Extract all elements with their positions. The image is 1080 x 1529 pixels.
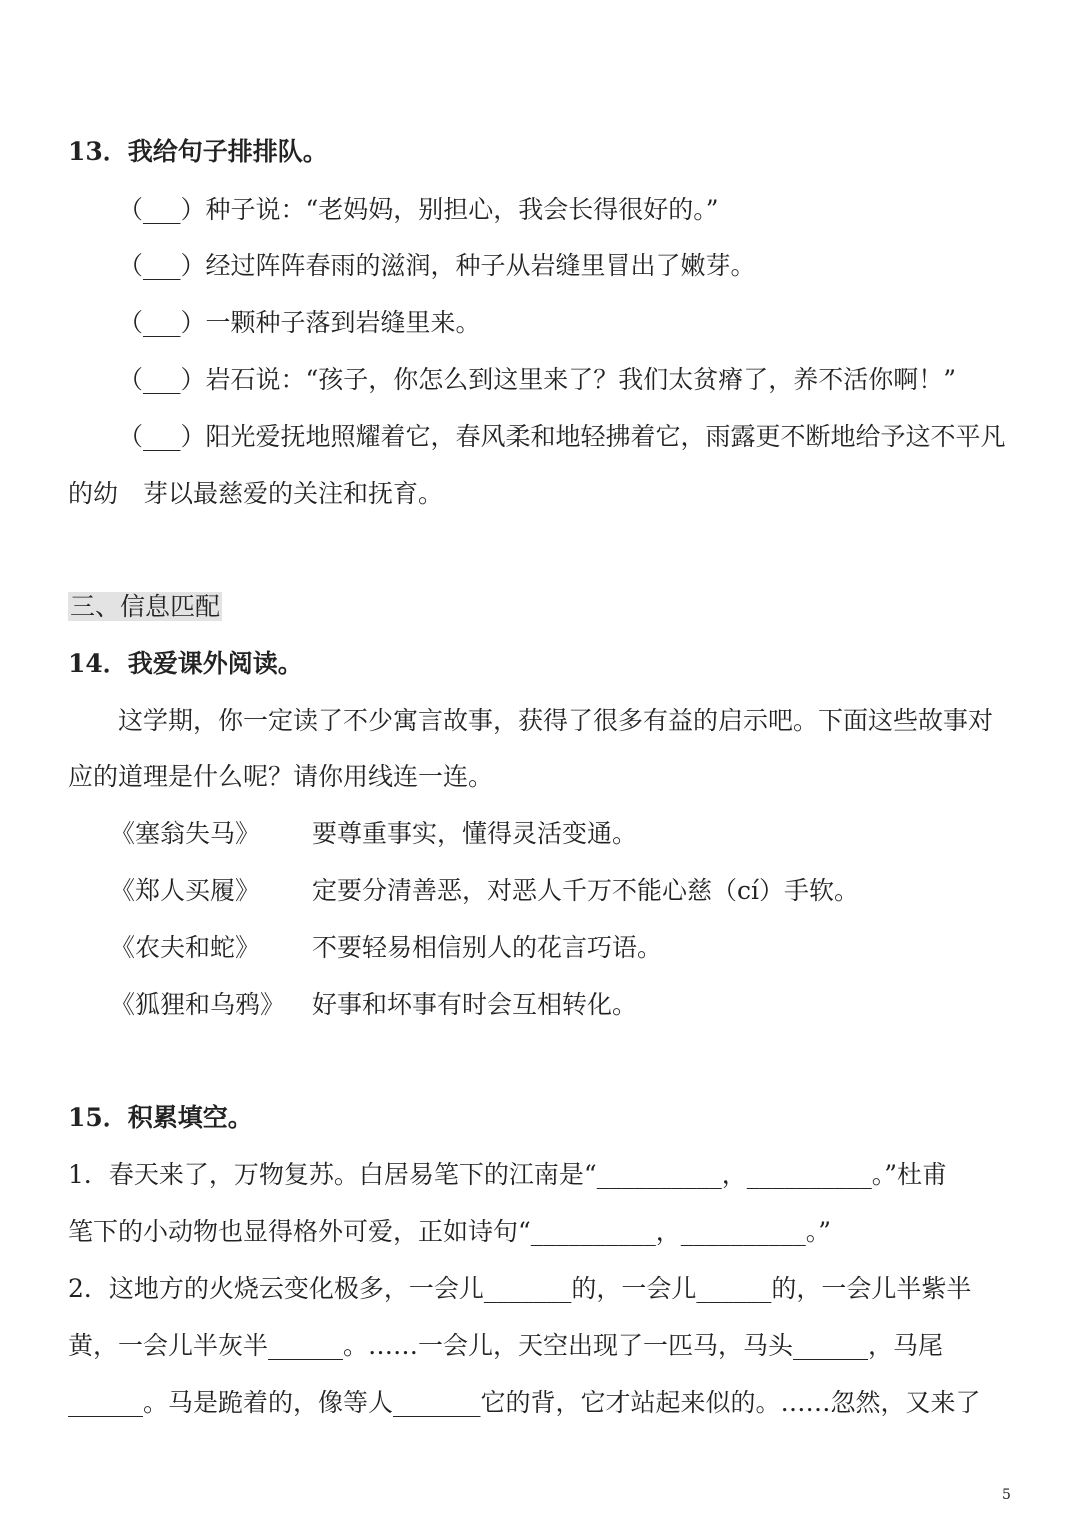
story-moral: 不要轻易相信别人的花言巧语。 bbox=[312, 933, 663, 962]
q13-item-2: （___）经过阵阵春雨的滋润，种子从岩缝里冒出了嫩芽。 bbox=[118, 251, 756, 280]
story-title: 《农夫和蛇》 bbox=[110, 933, 261, 962]
section-heading-label: 三、信息匹配 bbox=[70, 592, 221, 621]
q13-item-4: （___）岩石说：“孩子，你怎么到这里来了？我们太贫瘠了，养不活你啊！” bbox=[118, 365, 957, 394]
story-title: 《狐狸和乌鸦》 bbox=[110, 990, 286, 1019]
q15-line-2: 笔下的小动物也显得格外可爱，正如诗句“__________，__________。” bbox=[68, 1217, 832, 1246]
section-heading bbox=[68, 590, 222, 624]
q15-line-4: 黄，一会儿半灰半______。……一会儿，天空出现了一匹马，马头______，马尾 bbox=[68, 1331, 944, 1360]
q15-line-1: 1．春天来了，万物复苏。白居易笔下的江南是“__________，__________。”杜甫 bbox=[68, 1160, 947, 1189]
q14-title: 14．我爱课外阅读。 bbox=[68, 649, 303, 678]
q13-item-5-continuation: 的幼 芽以最慈爱的关注和抚育。 bbox=[68, 479, 444, 508]
q13-item-3: （___）一颗种子落到岩缝里来。 bbox=[118, 308, 481, 337]
story-moral: 定要分清善恶，对恶人千万不能心慈（cí）手软。 bbox=[312, 876, 859, 905]
q13-item-5: （___）阳光爱抚地照耀着它，春风柔和地轻拂着它，雨露更不断地给予这不平凡 bbox=[118, 422, 1006, 451]
story-moral: 要尊重事实，懂得灵活变通。 bbox=[312, 819, 638, 848]
story-title: 《郑人买履》 bbox=[110, 876, 261, 905]
story-title: 《塞翁失马》 bbox=[110, 819, 261, 848]
page-number: 5 bbox=[1002, 1487, 1011, 1503]
q14-intro-line-1: 这学期，你一定读了不少寓言故事，获得了很多有益的启示吧。下面这些故事对 bbox=[118, 706, 994, 735]
q15-line-5: ______。马是跪着的，像等人_______它的背，它才站起来似的。……忽然，又来了 bbox=[68, 1388, 981, 1417]
q15-title: 15．积累填空。 bbox=[68, 1103, 253, 1132]
story-moral: 好事和坏事有时会互相转化。 bbox=[312, 990, 638, 1019]
q13-title: 13．我给句子排排队。 bbox=[68, 137, 328, 166]
q14-intro-line-2: 应的道理是什么呢？请你用线连一连。 bbox=[68, 762, 494, 791]
q15-line-3: 2．这地方的火烧云变化极多，一会儿_______的，一会儿______的，一会儿半紫半 bbox=[68, 1274, 972, 1303]
q13-item-1: （___）种子说：“老妈妈，别担心，我会长得很好的。” bbox=[118, 195, 719, 224]
